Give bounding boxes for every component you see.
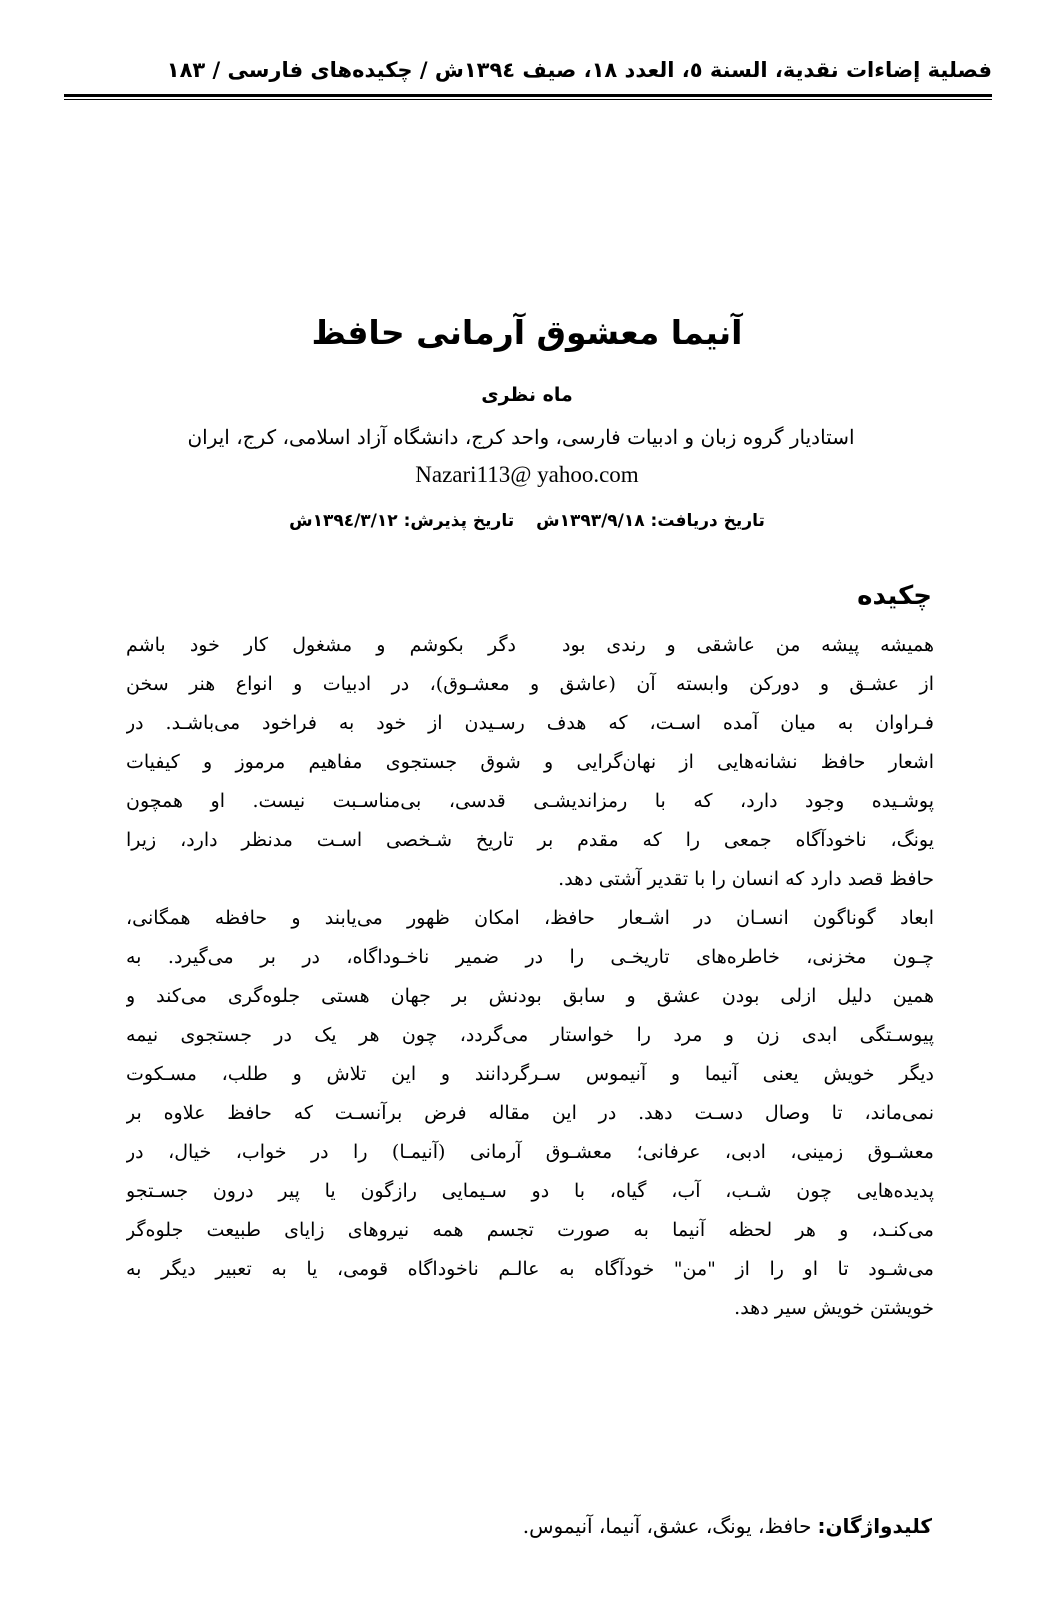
keywords [523,1506,932,1546]
article-title: آنیما معشوق آرمانی حافظ [311,313,743,352]
running-header: فصلية إضاءات نقدية، السنة ٥، العدد ١٨، صيف ١٣٩٤ش / چکیده‌های فارسی / ١٨٣ [166,58,992,82]
abstract-line: حافظ قصد دارد که انسان را با تقدیر آشتی دهد. [558,868,934,890]
verse-hemistich-2: دگر بکوشم و مشغول کار خود باشم [126,634,516,656]
abstract-line: ابعاد گوناگون انسـان در اشـعار حافظ، امکان ظهور می‌یابند و حافظه همگانی، [126,907,934,929]
verse-hemistich-1: همیشه پیشه من عاشقی و رندی بود [562,634,934,656]
author-email: Nazari113@ yahoo.com [415,462,639,487]
abstract-line: خویشتن خویش سیر دهد. [734,1297,934,1319]
abstract-body [126,626,934,1328]
keywords-value: حافظ، یونگ، عشق، آنیما، آنیموس. [522,1514,812,1538]
abstract-line: یونگ، ناخودآگاه جمعی را که مقدم بر تاریخ شـخصی اسـت مدنظر دارد، زیرا [126,829,934,851]
abstract-line: از عشـق و دورکن وابسته آن (عاشق و معشـوق)، در ادبیات و انواع هنر سخن [126,673,934,695]
abstract-line: چـون مخزنی، خاطره‌های تاریخـی را در ضمیر ناخـوداگاه، در بر می‌گیرد. به [126,946,934,968]
abstract-line: اشعار حافظ نشانه‌هایی از نهان‌گرایی و شوق جستجوی مفاهیم مرموز و کیفیات [126,751,934,773]
abstract-heading: چکیده [857,581,932,611]
header-rule-thick [64,94,992,97]
abstract-line: همین دلیل ازلی بودن عشق و سابق بودنش بر جهان هستی جلوه‌گری می‌کند و [126,985,934,1007]
abstract-line: نمی‌ماند، تا وصال دسـت دهد. در این مقاله فرض برآنسـت که حافظ علاوه بر [126,1102,934,1124]
author-name: ماه نظری [481,384,573,406]
author-affiliation: استادیار گروه زبان و ادبیات فارسی، واحد کرج، دانشگاه آزاد اسلامی، کرج، ایران [187,425,855,449]
abstract-line: پیوسـتگی ابدی زن و مرد را خواستار می‌گردد، چون هر یک در جستجوی نیمه [126,1024,934,1046]
abstract-verse [126,626,934,665]
article-dates [0,506,1054,536]
abstract-line: می‌شـود تا او را از "من" خودآگاه به عالـم ناخوداگاه قومی، یا به تعبیر دیگر به [126,1258,934,1280]
abstract-line: پوشـیده وجود دارد، که با رمزاندیشـی قدسی، بی‌مناسـبت نیست. او همچون [126,790,934,812]
abstract-line: فـراوان به میان آمده اسـت، که هدف رسـیدن از خود به فراخود می‌باشـد. در [126,712,934,734]
keywords-label: کلیدواژگان: [817,1514,932,1538]
abstract-line: پدیده‌هایی چون شـب، آب، گیاه، با دو سـیمایی رازگون یا پیر درون جسـتجو [126,1180,934,1202]
header-rule-thin [64,99,992,100]
received-date: تاریخ دریافت: ١٣٩٣/٩/١٨ش [536,511,765,531]
accepted-date: تاریخ پذیرش: ١٣٩٤/٣/١٢ش [289,511,515,531]
abstract-line: معشـوق زمینی، ادبی، عرفانی؛ معشـوق آرمانی (آنیمـا) را در خواب، خیال، در [126,1141,934,1163]
abstract-line: دیگر خویش یعنی آنیما و آنیموس سـرگردانند و این تلاش و طلب، مسـکوت [126,1063,934,1085]
abstract-line: می‌کنـد، و هر لحظه آنیما به صورت تجسم همه نیروهای زایای طبیعت جلوه‌گر [126,1219,934,1241]
